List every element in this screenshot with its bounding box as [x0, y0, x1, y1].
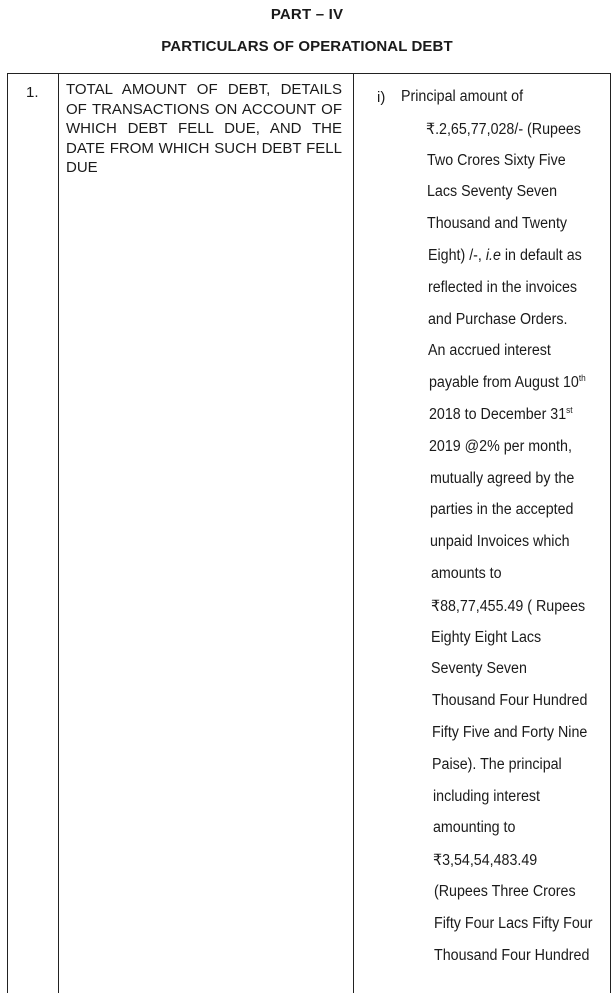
detail-line: mutually agreed by the [430, 469, 575, 487]
detail-line: including interest [433, 787, 541, 805]
detail-line: ₹.2,65,77,028/- (Rupees [426, 120, 581, 138]
detail-line: Thousand Four Hundred [434, 946, 590, 964]
column-divider-1 [58, 74, 59, 993]
detail-line: parties in the accepted [430, 501, 574, 519]
detail-line: Principal amount of [401, 88, 524, 105]
detail-line: Fifty Four Lacs Fifty Four [434, 914, 593, 932]
detail-line: reflected in the invoices [428, 278, 578, 296]
detail-line: Eight) /-, i.e in default as [428, 247, 582, 264]
detail-line: Eighty Eight Lacs [431, 628, 542, 646]
detail-item-marker: i) [377, 89, 386, 106]
detail-line: Seventy Seven [431, 660, 527, 678]
detail-line: payable from August 10th [429, 373, 586, 392]
detail-line: Thousand and Twenty [427, 215, 568, 233]
detail-line: ₹88,77,455.49 ( Rupees [431, 597, 586, 615]
detail-line: Paise). The principal [432, 755, 562, 773]
part-heading: PART – IV [270, 6, 344, 23]
row-number: 1. [26, 84, 39, 101]
detail-line: Lacs Seventy Seven [427, 183, 558, 201]
detail-line: ₹3,54,54,483.49 [433, 852, 538, 870]
section-title: PARTICULARS OF OPERATIONAL DEBT [161, 38, 453, 55]
detail-line: Two Crores Sixty Five [427, 151, 566, 169]
detail-line: An accrued interest [428, 342, 551, 360]
detail-line: unpaid Invoices which [430, 533, 570, 551]
detail-line: Fifty Five and Forty Nine [432, 724, 588, 741]
detail-line: amounting to [433, 819, 516, 837]
detail-line: (Rupees Three Crores [434, 883, 576, 900]
detail-line: Thousand Four Hundred [432, 692, 588, 710]
detail-line: amounts to [431, 565, 502, 582]
detail-line: 2018 to December 31st [429, 404, 573, 423]
column-divider-2 [353, 74, 354, 993]
detail-line: and Purchase Orders. [428, 310, 568, 328]
row-description: TOTAL AMOUNT OF DEBT, DETAILS OF TRANSACTIONS ON ACCOUNT OF WHICH DEBT FELL DUE, AND THE DATE FROM WHICH SUCH DEBT FELL DUE [66, 81, 342, 176]
debt-table [7, 73, 611, 993]
detail-line: 2019 @2% per month, [429, 437, 572, 455]
